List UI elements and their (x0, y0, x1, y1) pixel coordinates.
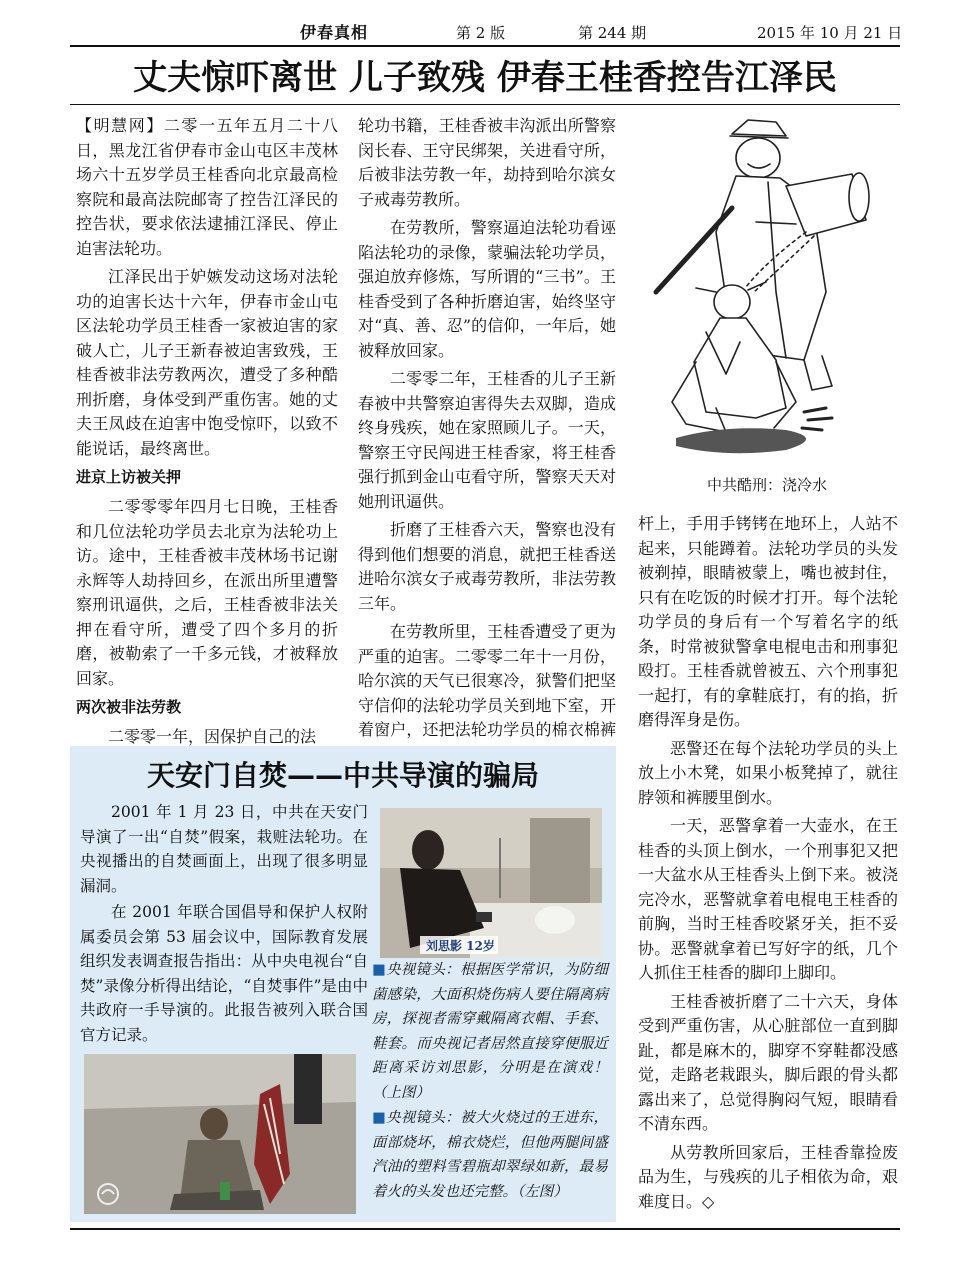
article-paragraph: 杆上，手用手铐铐在地环上，人站不起来，只能蹲着。法轮功学员的头发被剃掉，眼睛被蒙上，嘴也被封住，只有在吃饭的时候才打开。每个法轮功学员的身后有一个写着名字的纸条，时常被狱警拿电棍电击和刑事犯殴打。王桂香就曾被五、六个刑事犯一起打，有的拿鞋底打，有的掐，折磨得浑身是伤。 (638, 514, 898, 729)
sidebar-paragraph: 2001 年 1 月 23 日，中共在天安门导演了一出“自焚”假案，栽赃法轮功。在央视播出的自焚画面上，出现了很多明显漏洞。 (80, 803, 368, 895)
sidebar-text (80, 800, 368, 1050)
article-paragraph: 折磨了王桂香六天，警察也没有得到他们想要的消息，就把王桂香送进哈尔滨女子戒毒劳教所，非法劳教三年。 (358, 520, 616, 613)
hospital-photo (380, 808, 602, 958)
caption-text: 央视镜头：根据医学常识，为防细菌感染，大面积烧伤病人要住隔离病房，探视者需穿戴隔离衣帽、手套、鞋套。而央视记者居然直接穿便服近距离采访刘思影，分明是在演戏！（上图） (372, 962, 609, 1101)
torture-illustration (636, 112, 898, 464)
caption-marker: ■ (372, 1110, 387, 1126)
article-column-3 (638, 512, 898, 1222)
article-paragraph: 二零零零年四月七日晚，王桂香和几位法轮功学员去北京为法轮功上访。途中，王桂香被丰茂林场书记谢永辉等人劫持回乡，在派出所里遭警察刑讯逼供，之后，王桂香被非法关押在看守所，遭受了四个多月的折磨，被勒索了一千多元钱，才被释放回家。 (76, 497, 338, 688)
sidebar-paragraph: 在 2001 年联合国倡导和保护人权附属委员会第 53 届会议中，国际教育发展组织发表调查报告指出：从中央电视台“自焚”录像分析得出结论，“自焚事件”是由中共政府一手导演的。此报告被列入联合国官方记录。 (80, 903, 368, 1044)
article-paragraph: 恶警还在每个法轮功学员的头上放上小木凳，如果小板凳掉了，就往脖领和裤腰里倒水。 (638, 738, 898, 807)
photo-caption-top (372, 958, 608, 1108)
article-paragraph: 在劳教所，警察逼迫法轮功看诬陷法轮功的录像，蒙骗法轮功学员，强迫放弃修炼，写所谓的“三书”。王桂香受到了各种折磨迫害，始终坚守对“真、善、忍”的信仰，一年后，她被释放回家。 (358, 218, 616, 360)
article-column-1 (76, 114, 338, 746)
title-rule (70, 104, 900, 105)
article-paragraph: 一天，恶警拿着一大壶水，在王桂香的头顶上倒水，一个刑事犯又把一大盆水从王桂香头上倒下来。被浇完冷水，恶警就拿着电棍电王桂香的前胸，当时王桂香咬紧牙关，拒不妥协。恶警就拿着已写好字的纸，几个人抓住王桂香的脚印上脚印。 (638, 816, 898, 982)
article-paragraph: 【明慧网】二零一五年五月二十八日，黑龙江省伊春市金山屯区丰茂林场六十五岁学员王桂香向北京最高检察院和最高法院邮寄了控告江泽民的控告状，要求依法逮捕江泽民、停止迫害法轮功。 (76, 116, 338, 258)
section-heading: 两次被非法劳教 (76, 698, 182, 716)
article-paragraph: 江泽民出于妒嫉发动这场对法轮功的迫害长达十六年，伊春市金山屯区法轮功学员王桂香一家被迫害的家破人亡，儿子王新春被迫害致残，王桂香被非法劳教两次，遭受了多种酷刑折磨，身体受到严重伤害。她的丈夫王凤歧在迫害中饱受惊吓，以致不能说话，最终离世。 (76, 267, 338, 458)
illustration-caption: 中共酷刑：浇冷水 (706, 476, 827, 494)
caption-text: 央视镜头：被大火烧过的王进东，面部烧坏，棉衣烧烂，但他两腿间盛汽油的塑料雪碧瓶却翠绿如新，最易着火的头发也还完整。（左图） (372, 1110, 609, 1200)
publish-date: 2015 年 10 月 21 日 (757, 24, 903, 42)
photo-label: 刘思影 12岁 (426, 939, 495, 953)
section-heading: 进京上访被关押 (76, 468, 182, 486)
issue-number: 第 244 期 (578, 24, 647, 42)
photo-caption-left (372, 1106, 608, 1222)
article-title: 丈夫惊吓离世 儿子致残 伊春王桂香控告江泽民 (133, 58, 837, 98)
article-paragraph: 在劳教所里，王桂香遭受了更为严重的迫害。二零零二年十一月份，哈尔滨的天气已很寒冷，狱警们把坚守信仰的法轮功学员关到地下室，开着窗户，还把法轮功学员的棉衣棉裤 (358, 622, 616, 739)
newspaper-name: 伊春真相 (300, 23, 369, 42)
article-paragraph: 二零零二年，王桂香的儿子王新春被中共警察迫害得失去双脚，造成终身残疾，她在家照顾儿子。一天，警察王守民闯进王桂香家，将王桂香强行抓到金山屯看守所，警察天天对她刑讯逼供。 (358, 369, 616, 511)
article-paragraph: 从劳教所回家后，王桂香靠捡废品为生，与残疾的儿子相依为命，艰难度日。◇ (638, 1142, 898, 1211)
article-paragraph: 二零零一年，因保护自己的法 (108, 727, 317, 746)
footer-rule (70, 1228, 900, 1230)
tiananmen-photo (84, 1054, 356, 1214)
sidebar-title: 天安门自焚——中共导演的骗局 (146, 759, 539, 792)
article-column-2 (358, 114, 616, 740)
caption-marker: ■ (372, 962, 387, 978)
article-paragraph: 轮功书籍，王桂香被丰沟派出所警察闵长春、王守民绑架，关进看守所，后被非法劳教一年，劫持到哈尔滨女子戒毒劳教所。 (358, 116, 616, 209)
article-paragraph: 王桂香被折磨了二十六天，身体受到严重伤害，从心脏部位一直到脚趾，都是麻木的，脚穿不穿鞋都没感觉，走路老栽跟头，脚后跟的骨头都露出来了，总觉得胸闷气短，眼睛看不清东西。 (638, 991, 898, 1133)
edition-number: 第 2 版 (456, 24, 506, 42)
header-rule (70, 45, 900, 47)
